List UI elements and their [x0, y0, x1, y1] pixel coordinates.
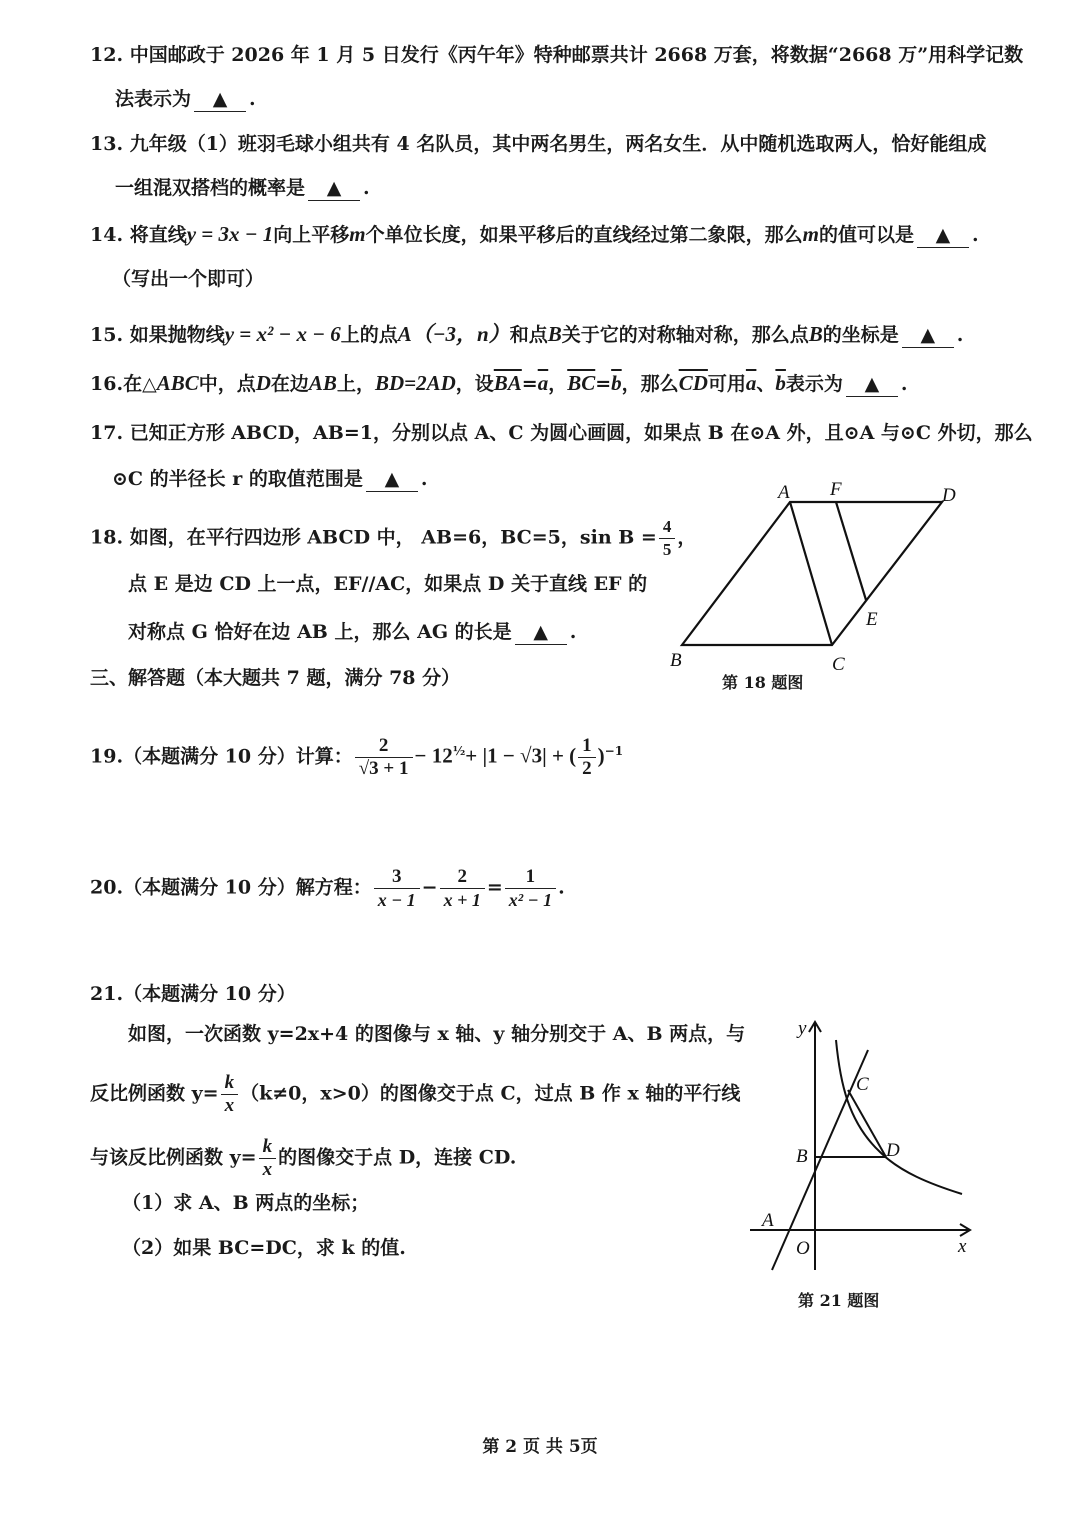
question-text: 法表示为 [115, 88, 192, 110]
triangle-mark-icon: ▲ [920, 324, 936, 346]
fraction-2-over-sqrt3-plus-1 [355, 735, 413, 780]
separator: 、 [756, 373, 776, 395]
vector-a: $\overline{a}$ [745, 371, 757, 395]
question-text: 的值可以是 [818, 224, 914, 246]
segment-cd [848, 1090, 886, 1157]
denominator: 2 [582, 758, 592, 779]
answer-blank [902, 323, 954, 348]
math-term: + |1 − √3| + ( [465, 743, 577, 768]
question-text: 的坐标是 [822, 324, 899, 346]
denominator: √3 + 1 [358, 758, 409, 779]
question-text: （本题满分 10 分） [123, 983, 296, 1005]
label-b: B [670, 650, 682, 670]
triangle-mark-icon: ▲ [326, 177, 342, 199]
question-text: 的图像交于点 D，连接 CD. [278, 1146, 517, 1169]
triangle-mark-icon: ▲ [384, 468, 400, 490]
label-f: F [830, 479, 842, 500]
question-number: 18. [90, 526, 124, 549]
q20-line [90, 866, 565, 911]
math-point: B [808, 322, 823, 346]
q12-line1 [90, 43, 1023, 67]
answer-blank [308, 176, 360, 201]
fraction-k-over-x [221, 1072, 239, 1117]
question-text: ⊙C 的半径长 r 的取值范围是 [112, 468, 363, 490]
line-y-2x-plus-4 [772, 1050, 868, 1270]
question-text: 如图，在平行四边形 ABCD 中， AB=6，BC=5，sin B = [129, 526, 657, 549]
q21-paragraph-3 [90, 1136, 516, 1181]
label-y: y [798, 1018, 807, 1039]
q21-subquestion-1: （1）求 A、B 两点的坐标； [122, 1192, 370, 1214]
period: . [956, 324, 964, 346]
operator: = [486, 876, 503, 899]
label-x: x [958, 1236, 967, 1257]
comma: ， [548, 373, 568, 395]
question-text: 中，点 [198, 373, 256, 395]
exponent: ½ [452, 744, 466, 759]
math-point: A（−3，n） [397, 322, 510, 346]
q12-line2 [115, 87, 256, 112]
fraction-3-over-x-minus-1 [374, 866, 420, 911]
question-text: 中国邮政于 2026 年 1 月 5 日发行《丙午年》特种邮票共计 2668 万套，将数据“2668 万”用科学记数 [129, 44, 1024, 66]
fraction-k-over-x [259, 1136, 277, 1181]
numerator: 2 [440, 866, 485, 889]
label-e: E [866, 609, 878, 630]
q17-line1 [90, 421, 1033, 445]
question-text: 一组混双搭档的概率是 [115, 177, 306, 199]
denominator: x − 1 [377, 890, 416, 910]
triangle-mark-icon: ▲ [212, 88, 228, 110]
answer-blank [917, 223, 969, 248]
q21-subquestion-2: （2）如果 BC=DC，求 k 的值. [122, 1237, 406, 1259]
segment-ef [836, 502, 866, 600]
question-number: 19. [90, 745, 124, 768]
triangle-mark-icon: ▲ [935, 224, 951, 246]
comma: ， [677, 526, 697, 549]
hyperbola-k-over-x [836, 1040, 962, 1194]
question-text: 将直线 [129, 224, 187, 246]
diagonal-ac [790, 502, 832, 645]
numerator: k [221, 1072, 239, 1095]
question-text: 九年级（1）班羽毛球小组共有 4 名队员，其中两名男生，两名女生．从中随机选取两人，恰好能组成 [129, 133, 987, 155]
question-number: 21. [90, 983, 124, 1005]
exponent: −1 [604, 744, 624, 759]
period: . [971, 224, 979, 246]
label-c: C [832, 654, 845, 670]
numerator: 3 [374, 866, 420, 889]
q13-line1 [90, 132, 986, 156]
label-a: A [778, 482, 790, 503]
triangle-mark-icon: ▲ [533, 621, 548, 643]
q16-line [90, 371, 908, 397]
denominator: x² − 1 [508, 890, 553, 910]
label-a: A [762, 1210, 774, 1231]
q18-line2: 点 E 是边 CD 上一点，EF//AC，如果点 D 关于直线 EF 的 [128, 573, 648, 595]
denominator: x [262, 1159, 273, 1180]
question-text: 与该反比例函数 y= [90, 1146, 257, 1169]
equals: = [595, 373, 612, 395]
period: . [249, 88, 256, 110]
question-text: 如果抛物线 [129, 324, 225, 346]
numerator: k [259, 1136, 277, 1159]
equals: = [521, 373, 538, 395]
question-text: ，设 [455, 373, 494, 395]
q21-heading [90, 982, 296, 1006]
question-number: 12. [90, 44, 124, 66]
question-text: （k≠0，x>0）的图像交于点 C，过点 B 作 x 轴的平行线 [240, 1082, 741, 1105]
period: . [569, 621, 577, 643]
q19-line [90, 735, 623, 780]
figure-21-coordinate-plane [740, 1012, 980, 1282]
question-text: 表示为 [785, 373, 843, 395]
question-text: 可用 [707, 373, 746, 395]
answer-blank [515, 620, 567, 645]
vector-a: $\overline{a}$ [537, 371, 549, 395]
figure-18-caption: 第 18 题图 [722, 673, 804, 692]
question-text: （本题满分 10 分）解方程： [123, 876, 372, 899]
answer-blank [366, 467, 418, 492]
question-text: 向上平移 [273, 224, 350, 246]
period: . [558, 876, 565, 899]
fraction-1-over-x2-minus-1 [505, 866, 556, 911]
label-c: C [856, 1074, 869, 1095]
numerator: 1 [578, 735, 596, 758]
question-text: 和点 [509, 324, 548, 346]
math-term: ) [597, 743, 605, 768]
section-3-heading: 三、解答题（本大题共 7 题，满分 78 分） [90, 667, 461, 689]
label-d: D [886, 1140, 900, 1161]
question-text: 个单位长度，如果平移后的直线经过第二象限，那么 [365, 224, 803, 246]
vector-cd: $\overline{CD}$ [678, 371, 708, 395]
question-text: （本题满分 10 分）计算： [123, 745, 353, 768]
period: . [363, 177, 370, 199]
math-expression: y = 3x − 1 [186, 222, 274, 246]
question-number: 14. [90, 224, 124, 246]
fraction-2-over-x-plus-1 [440, 866, 485, 911]
math-term: − 12 [414, 743, 453, 768]
question-text: 已知正方形 ABCD，AB=1，分别以点 A、C 为圆心画圆，如果点 B 在⊙A 外，且⊙A 与⊙C 外切，那么 [129, 422, 1033, 444]
answer-blank [846, 372, 898, 397]
numerator: 1 [505, 866, 556, 889]
figure-21-caption: 第 21 题图 [798, 1291, 880, 1310]
period: . [420, 468, 428, 490]
numerator: 4 [659, 516, 676, 539]
denominator: x [224, 1095, 235, 1116]
vector-b: $\overline{b}$ [611, 371, 622, 395]
question-number: 15. [90, 324, 124, 346]
math-segment: AB [308, 371, 337, 395]
q15-line [90, 322, 963, 348]
question-text: 在边 [270, 373, 309, 395]
question-number: 16. [90, 373, 124, 395]
q18-line1 [90, 516, 696, 561]
math-variable: m [349, 222, 366, 246]
answer-blank [194, 87, 246, 112]
q18-line3 [128, 620, 576, 645]
math-condition: BD=2AD [374, 371, 456, 395]
operator: − [421, 876, 438, 899]
question-text: 上， [336, 373, 375, 395]
q21-paragraph-1: 如图，一次函数 y=2x+4 的图像与 x 轴、y 轴分别交于 A、B 两点，与 [128, 1023, 746, 1045]
question-text: 关于它的对称轴对称，那么点 [561, 324, 809, 346]
question-text: 在△ [123, 373, 157, 395]
denominator: x + 1 [443, 890, 481, 910]
vector-b: $\overline{b}$ [775, 371, 786, 395]
period: . [900, 373, 908, 395]
q17-line2 [112, 467, 428, 492]
math-variable: m [802, 222, 819, 246]
vector-ba: $\overline{BA}$ [493, 371, 522, 395]
question-text: 对称点 G 恰好在边 AB 上，那么 AG 的长是 [128, 621, 512, 643]
figure-18-parallelogram [660, 470, 970, 670]
vector-bc: $\overline{BC}$ [567, 371, 596, 395]
numerator: 2 [355, 735, 413, 758]
q14-line1 [90, 222, 979, 248]
math-expression: y = x² − x − 6 [224, 322, 341, 346]
question-number: 20. [90, 876, 124, 899]
question-text: ，那么 [621, 373, 679, 395]
label-o: O [796, 1238, 810, 1259]
label-d: D [942, 485, 956, 506]
math-point: D [255, 371, 271, 395]
triangle-mark-icon: ▲ [864, 373, 880, 395]
math-point: B [547, 322, 562, 346]
denominator: 5 [662, 540, 672, 559]
q21-paragraph-2 [90, 1072, 740, 1117]
question-number: 17. [90, 422, 124, 444]
fraction-half [578, 735, 596, 780]
q13-line2 [115, 176, 370, 201]
math-triangle: ABC [156, 371, 199, 395]
question-text: 上的点 [340, 324, 398, 346]
page-footer: 第 2 页 共 5页 [482, 1437, 598, 1457]
q14-line2: （写出一个即可） [112, 268, 265, 290]
question-text: 反比例函数 y= [90, 1082, 219, 1105]
label-b: B [796, 1146, 808, 1167]
question-number: 13. [90, 133, 124, 155]
